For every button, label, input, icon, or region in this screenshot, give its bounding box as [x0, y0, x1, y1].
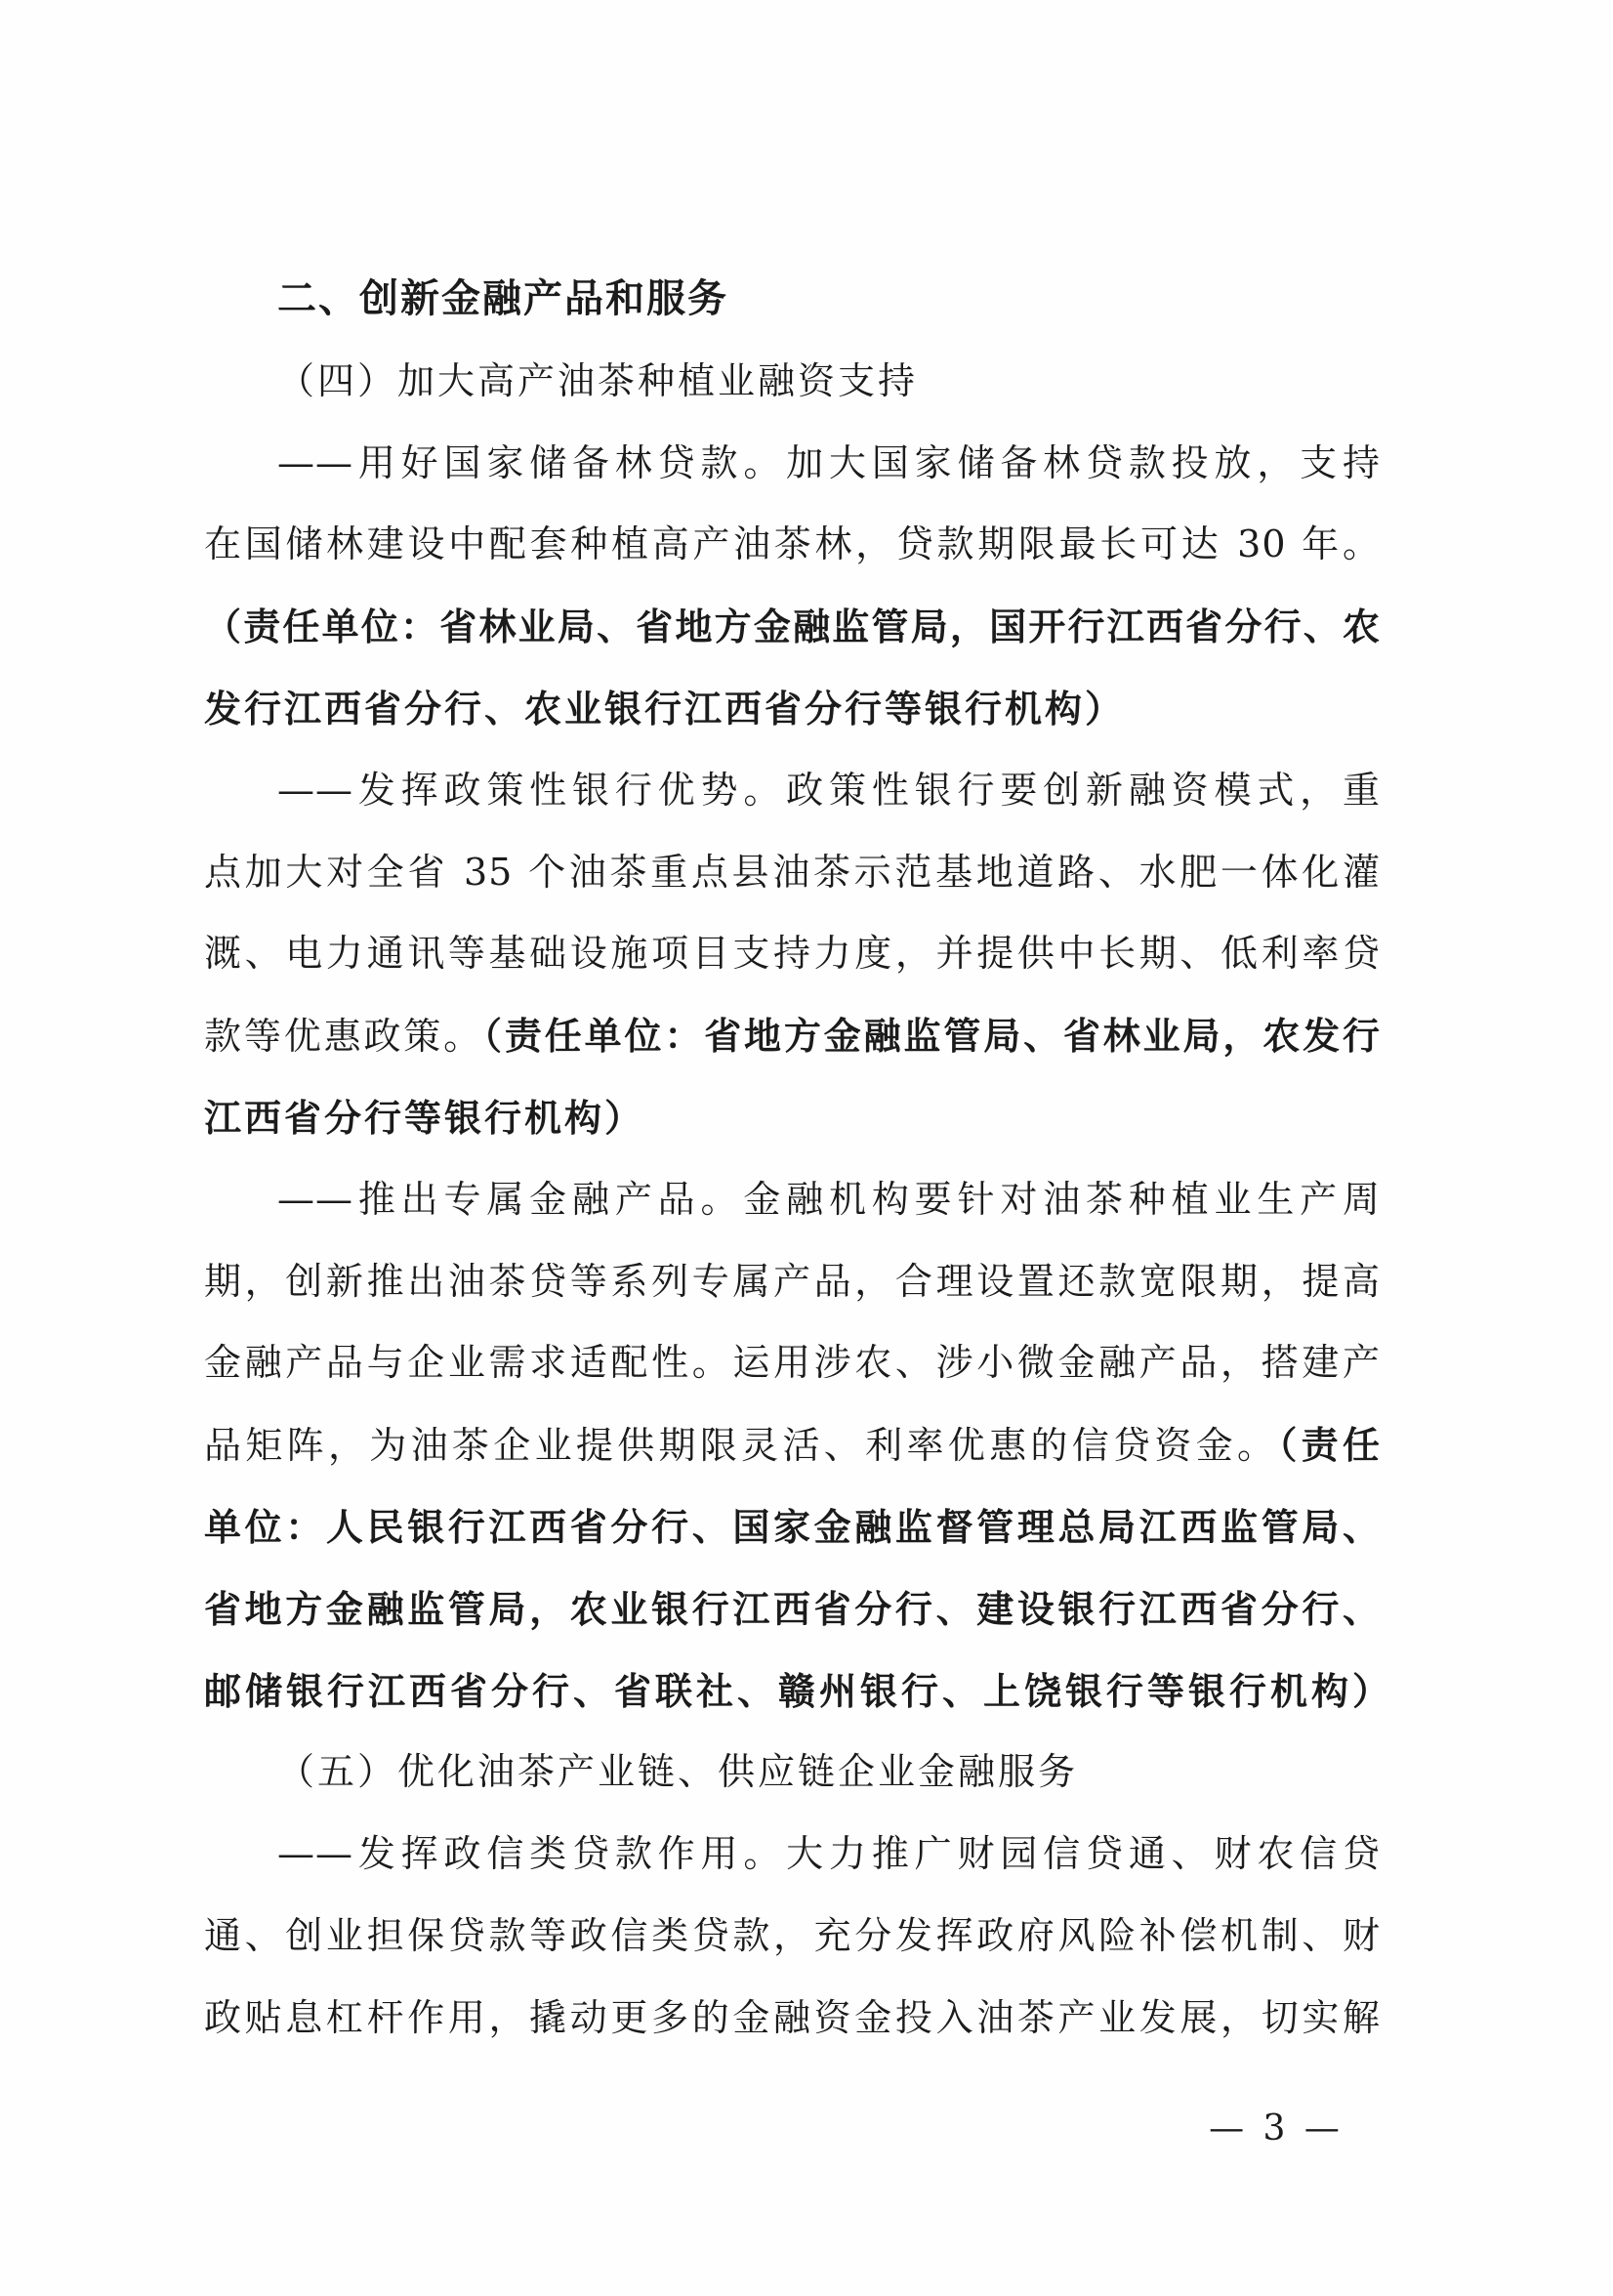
paragraph-line: 期，创新推出油茶贷等系列专属产品，合理设置还款宽限期，提高	[204, 1259, 1381, 1303]
responsibility-text: （责任单位：省地方金融监管局、省林业局，农发行	[483, 1014, 1381, 1059]
paragraph-line	[204, 995, 1381, 1077]
page-number: — 3 —	[1209, 2108, 1344, 2149]
body-text	[204, 259, 1394, 2060]
paragraph-line: ——发挥政策性银行优势。政策性银行要创新融资模式，重	[277, 768, 1381, 812]
paragraph-line: 金融产品与企业需求适配性。运用涉农、涉小微金融产品，搭建产	[204, 1341, 1381, 1385]
responsibility-line: 江西省分行等银行机构）	[204, 1095, 645, 1140]
responsibility-line: （责任单位：省林业局、省地方金融监管局，国开行江西省分行、农	[204, 605, 1381, 649]
subsection-heading-5: （五）优化油茶产业链、供应链企业金融服务	[277, 1750, 1079, 1794]
paragraph-text: 款等优惠政策。	[204, 1015, 484, 1059]
paragraph-line: ——发挥政信类贷款作用。大力推广财园信贷通、财农信贷	[277, 1832, 1381, 1876]
paragraph-line: 点加大对全省 35 个油茶重点县油茶示范基地道路、水肥一体化灌	[204, 850, 1381, 894]
section-heading: 二、创新金融产品和服务	[277, 276, 728, 321]
responsibility-line: 发行江西省分行、农业银行江西省分行等银行机构）	[204, 686, 1126, 731]
responsibility-line: 邮储银行江西省分行、省联社、赣州银行、上饶银行等银行机构）	[204, 1668, 1394, 1713]
paragraph-line: 通、创业担保贷款等政信类贷款，充分发挥政府风险补偿机制、财	[204, 1913, 1381, 1957]
paragraph-line: 在国储林建设中配套种植高产油茶林，贷款期限最长可达 30 年。	[204, 522, 1381, 566]
paragraph-line: 溉、电力通讯等基础设施项目支持力度，并提供中长期、低利率贷	[204, 932, 1381, 976]
responsibility-text: （责任	[1278, 1423, 1381, 1468]
paragraph-text: 品矩阵，为油茶企业提供期限灵活、利率优惠的信贷资金。	[204, 1424, 1279, 1468]
responsibility-line: 单位：人民银行江西省分行、国家金融监督管理总局江西监管局、	[204, 1504, 1381, 1549]
paragraph-line: ——用好国家储备林贷款。加大国家储备林贷款投放，支持	[277, 440, 1381, 484]
paragraph-line	[204, 1404, 1381, 1486]
paragraph-line: 政贴息杠杆作用，撬动更多的金融资金投入油茶产业发展，切实解	[204, 1995, 1381, 2039]
paragraph-line: ——推出专属金融产品。金融机构要针对油茶种植业生产周	[277, 1177, 1381, 1221]
subsection-heading-4: （四）加大高产油茶种植业融资支持	[277, 358, 919, 402]
responsibility-line: 省地方金融监管局，农业银行江西省分行、建设银行江西省分行、	[204, 1586, 1381, 1631]
